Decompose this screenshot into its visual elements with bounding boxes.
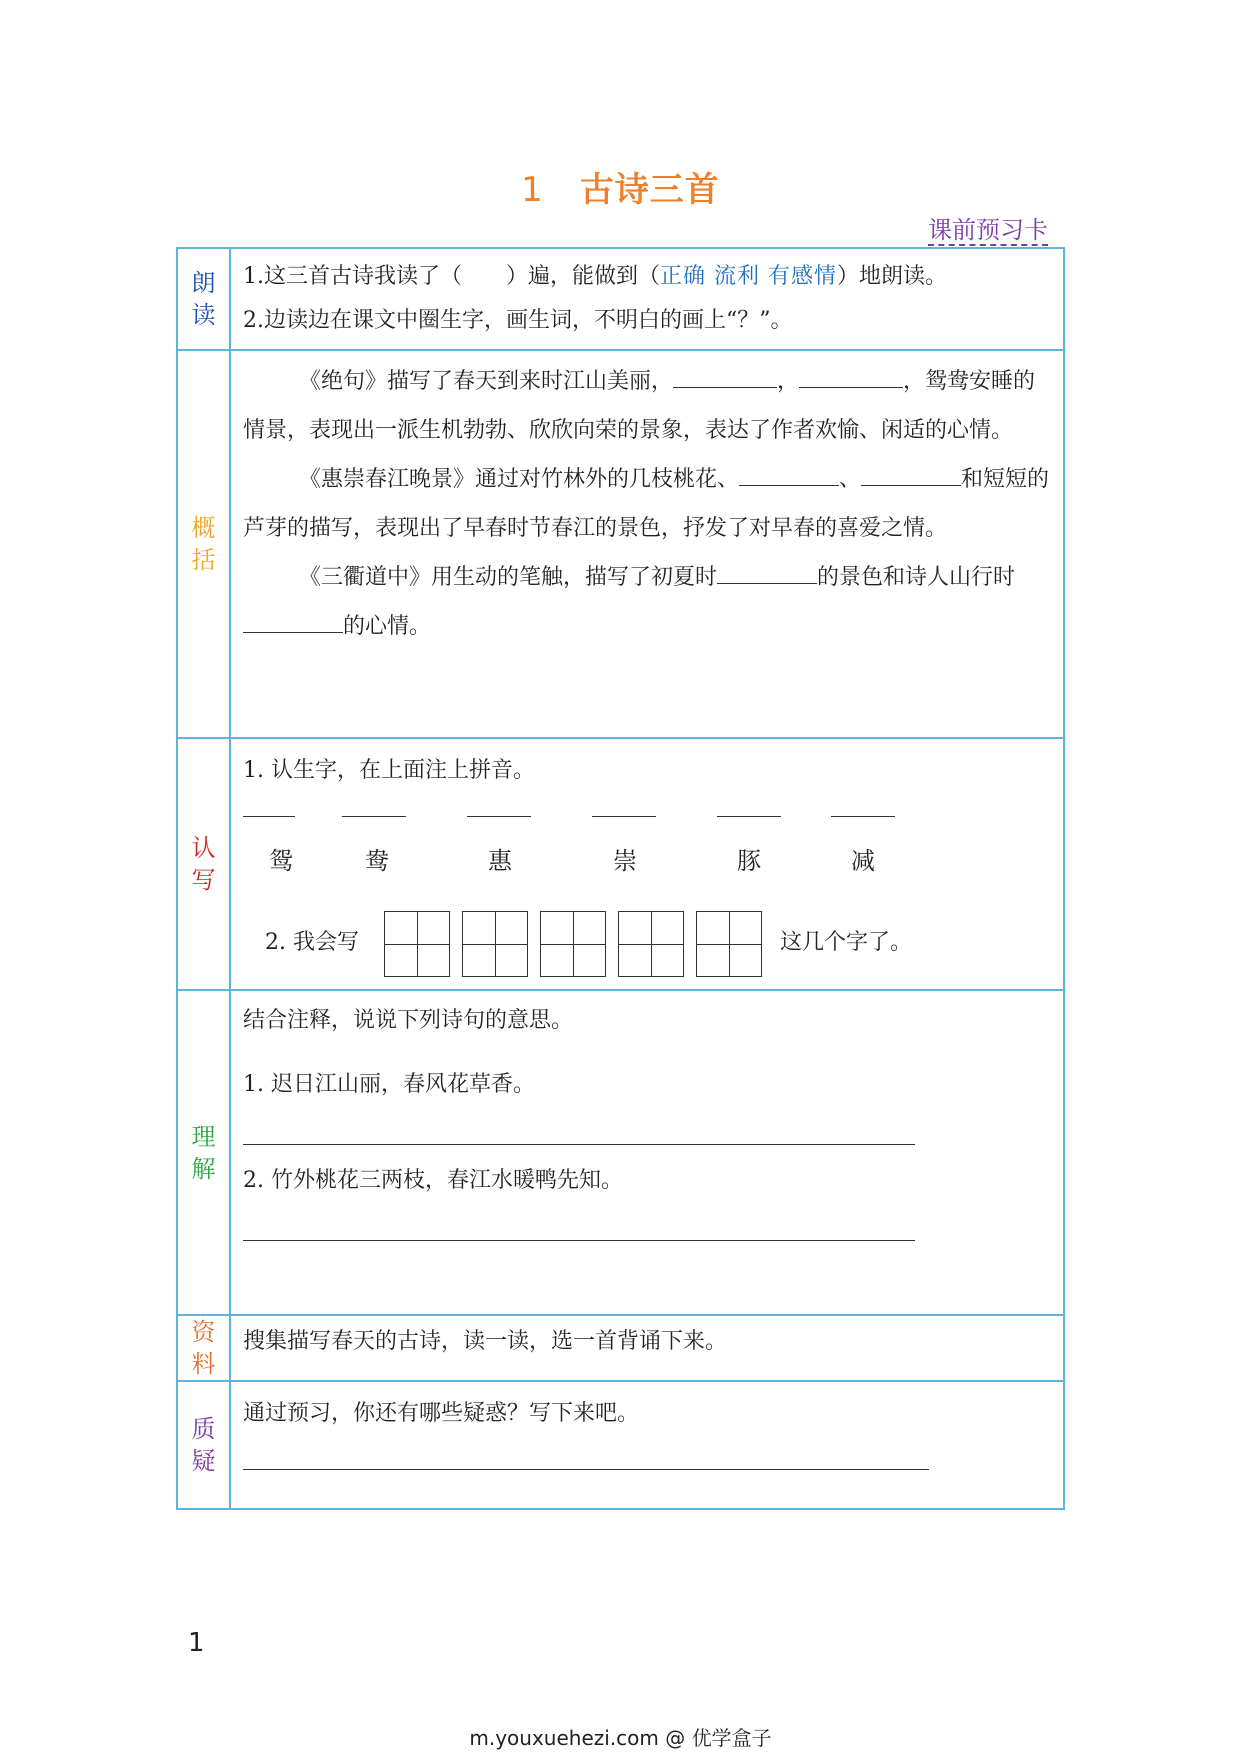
write-question-1: 1. 认生字，在上面注上拼音。 [243,758,535,783]
question-content [230,1381,1064,1509]
fill-blank[interactable] [739,455,839,486]
preview-card-table [176,247,1065,1510]
write-content [230,738,1064,990]
pinyin-blank[interactable] [592,816,656,817]
new-character: 惠 [488,847,512,875]
lesson-title-text: 古诗三首 [579,170,720,210]
question-text: 通过预习，你还有哪些疑惑？写下来吧。 [243,1401,640,1426]
pinyin-blank[interactable] [831,816,895,817]
understand-intro: 结合注释，说说下列诗句的意思。 [243,1008,574,1033]
summary-paragraph-3: 《三衢道中》用生动的笔触，描写了初夏时 的景色和诗人山行时的心情。 [243,553,1051,651]
understand-content [230,990,1064,1315]
section-resource [177,1315,1064,1381]
writing-grid-box[interactable] [384,911,450,977]
pinyin-blank[interactable] [467,816,531,817]
section-understand [177,990,1064,1315]
section-read [177,248,1064,350]
read-question-2: 2.边读边在课文中圈生字，画生词，不明白的画上“？”。 [243,308,793,333]
understand-question-2: 2. 竹外桃花三两枝，春江水暖鸭先知。 [243,1168,623,1193]
answer-line[interactable] [243,1239,915,1241]
read-options: 正确 流利 有感情 [660,264,837,289]
section-label-understand: 理 解 [177,990,230,1315]
pinyin-blank[interactable] [342,816,406,817]
section-label-read: 朗 读 [177,248,230,350]
writing-grid-box[interactable] [696,911,762,977]
new-character: 豚 [737,847,761,875]
lesson-number: 1 [521,170,544,210]
section-question [177,1381,1064,1509]
fill-blank[interactable] [243,602,343,633]
section-write [177,738,1064,990]
summary-paragraph-1: 《绝句》描写了春天到来时江山美丽， ， ，鸳鸯安睡的情景，表现出一派生机勃勃、欣欣向荣的景象，表达了作者欢愉、闲适的心情。 [243,357,1051,455]
new-character: 崇 [613,847,637,875]
answer-line[interactable] [243,1143,915,1145]
pinyin-blank[interactable] [243,816,295,817]
card-label: 课前预习卡 [928,216,1048,244]
writing-grid-box[interactable] [540,911,606,977]
understand-question-1: 1. 迟日江山丽，春风花草香。 [243,1072,535,1097]
writing-grid-box[interactable] [618,911,684,977]
section-summary [177,350,1064,738]
read-content [230,248,1064,350]
section-label-resource: 资 料 [177,1315,230,1381]
write-practice-line: 2. 我会写 这几个字了。 [243,911,1051,983]
pinyin-area [243,791,1051,911]
pinyin-blank[interactable] [717,816,781,817]
fill-blank[interactable] [717,553,817,584]
section-label-write: 认 写 [177,738,230,990]
lesson-title [0,162,1241,211]
fill-blank[interactable] [673,357,777,388]
summary-paragraph-2: 《惠崇春江晚景》通过对竹林外的几枝桃花、 、 和短短的芦芽的描写，表现出了早春时节春江的景色，抒发了对早春的喜爱之情。 [243,455,1051,553]
new-character: 减 [851,847,875,875]
fill-blank[interactable] [861,455,961,486]
summary-content [230,350,1064,738]
new-character: 鸳 [269,847,293,875]
writing-grid-box[interactable] [462,911,528,977]
resource-content: 搜集描写春天的古诗，读一读，选一首背诵下来。 [230,1315,1064,1381]
section-label-question: 质 疑 [177,1381,230,1509]
section-label-summary: 概 括 [177,350,230,738]
footer-watermark: m.youxuehezi.com @ 优学盒子 [469,1726,772,1750]
new-character: 鸯 [365,847,389,875]
fill-blank[interactable] [799,357,903,388]
answer-line[interactable] [243,1468,929,1470]
page-number: 1 [188,1628,205,1658]
read-question-1: 1.这三首古诗我读了（ ）遍，能做到（正确 流利 有感情）地朗读。 [243,264,948,289]
